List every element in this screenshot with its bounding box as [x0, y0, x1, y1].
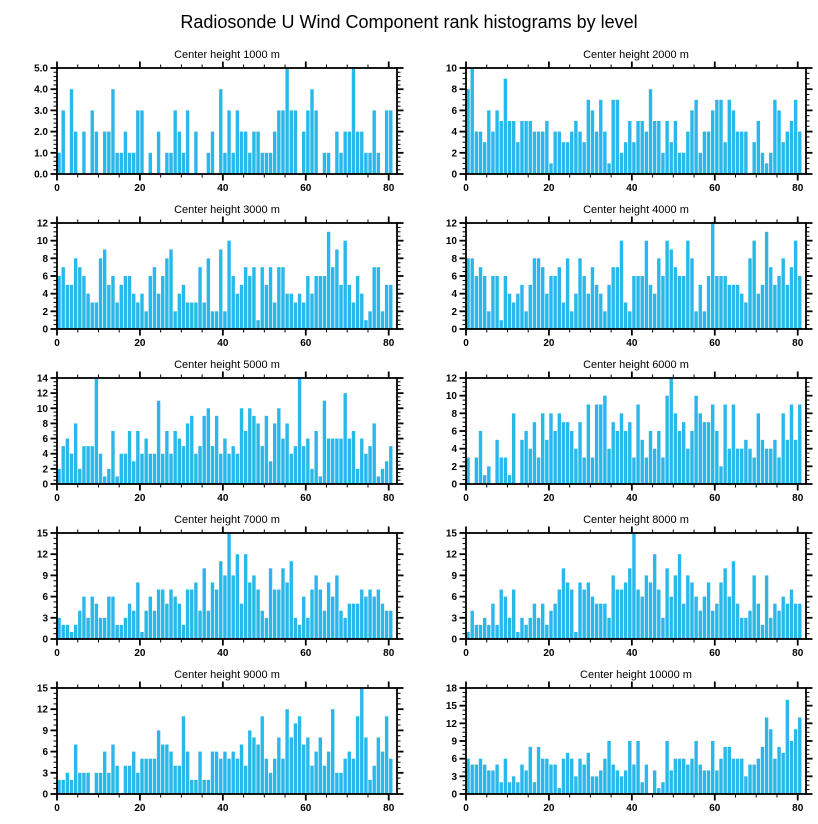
y-tick-label: 6 — [42, 747, 48, 759]
x-tick-label: 80 — [792, 183, 804, 194]
bars — [466, 700, 801, 794]
y-tick-label: 4 — [42, 449, 48, 461]
chart-svg-center-height-2000-m — [409, 44, 818, 199]
x-tick-label: 20 — [543, 183, 555, 194]
y-tick-label: 3 — [451, 613, 457, 625]
subplot-center-height-1000-m — [0, 44, 409, 199]
x-tick-label: 80 — [792, 803, 804, 814]
x-tick-label: 40 — [217, 183, 229, 194]
y-tick-label: 12 — [445, 718, 457, 730]
subplot-title: Center height 10000 m — [580, 669, 692, 681]
y-tick-label: 0 — [451, 479, 457, 491]
x-tick-label: 20 — [543, 803, 555, 814]
y-tick-label: 15 — [36, 528, 48, 540]
y-tick-label: 1.0 — [34, 148, 48, 160]
x-tick-label: 20 — [543, 338, 555, 349]
bars — [57, 232, 392, 329]
y-tick-label: 12 — [445, 549, 457, 561]
y-tick-label: 18 — [445, 683, 457, 695]
y-tick-label: 8 — [451, 84, 457, 96]
chart-svg-center-height-1000-m — [0, 44, 409, 199]
x-tick-label: 0 — [54, 803, 60, 814]
bars — [466, 533, 801, 639]
y-tick-label: 0 — [42, 789, 48, 801]
bars — [466, 68, 801, 174]
subplot-center-height-5000-m — [0, 354, 409, 509]
y-tick-label: 3.0 — [34, 105, 48, 117]
x-tick-label: 0 — [463, 338, 469, 349]
y-tick-label: 8 — [451, 408, 457, 420]
chart-svg-center-height-3000-m — [0, 199, 409, 354]
x-tick-label: 80 — [383, 648, 395, 659]
figure-header — [0, 0, 818, 44]
subplot-center-height-2000-m — [409, 44, 818, 199]
y-tick-label: 8 — [42, 418, 48, 430]
y-tick-label: 12 — [36, 218, 48, 230]
y-tick-label: 12 — [445, 218, 457, 230]
bars — [57, 378, 392, 484]
y-tick-label: 12 — [36, 549, 48, 561]
x-tick-label: 20 — [134, 648, 146, 659]
y-tick-label: 10 — [36, 236, 48, 248]
x-tick-label: 80 — [792, 493, 804, 504]
y-tick-label: 0 — [451, 634, 457, 646]
x-tick-label: 0 — [463, 493, 469, 504]
x-tick-label: 60 — [300, 183, 312, 194]
y-tick-label: 6 — [451, 592, 457, 604]
y-tick-label: 15 — [445, 701, 457, 713]
x-tick-label: 0 — [463, 648, 469, 659]
y-tick-label: 3 — [451, 771, 457, 783]
bars — [466, 378, 801, 484]
y-tick-label: 4 — [42, 289, 48, 301]
y-tick-label: 0 — [451, 169, 457, 181]
y-tick-label: 0 — [451, 324, 457, 336]
x-tick-label: 20 — [134, 338, 146, 349]
y-tick-label: 10 — [445, 391, 457, 403]
subplot-title: Center height 8000 m — [583, 514, 689, 526]
x-tick-label: 0 — [54, 648, 60, 659]
y-tick-label: 0 — [42, 479, 48, 491]
subplot-center-height-10000-m — [409, 664, 818, 819]
subplot-center-height-6000-m — [409, 354, 818, 509]
y-tick-label: 10 — [445, 63, 457, 75]
x-tick-label: 20 — [134, 493, 146, 504]
y-tick-label: 10 — [445, 236, 457, 248]
x-tick-label: 0 — [54, 183, 60, 194]
y-tick-label: 2 — [451, 306, 457, 318]
y-tick-label: 2 — [451, 461, 457, 473]
x-tick-label: 40 — [626, 803, 638, 814]
y-tick-label: 10 — [36, 403, 48, 415]
x-tick-label: 60 — [709, 648, 721, 659]
x-tick-label: 40 — [217, 648, 229, 659]
figure-title: Radiosonde U Wind Component rank histograms by level — [180, 11, 638, 32]
subplot-title: Center height 3000 m — [174, 204, 280, 216]
y-tick-label: 4 — [451, 444, 457, 456]
y-tick-label: 4 — [451, 289, 457, 301]
y-tick-label: 6 — [451, 271, 457, 283]
y-tick-label: 0.0 — [34, 169, 48, 181]
y-tick-label: 12 — [445, 373, 457, 385]
x-tick-label: 60 — [709, 803, 721, 814]
y-tick-label: 9 — [451, 570, 457, 582]
x-tick-label: 40 — [217, 493, 229, 504]
subplot-title: Center height 4000 m — [583, 204, 689, 216]
bars — [466, 223, 801, 329]
x-tick-label: 0 — [54, 338, 60, 349]
subplot-title: Center height 5000 m — [174, 359, 280, 371]
y-tick-label: 6 — [451, 426, 457, 438]
y-tick-label: 2 — [42, 306, 48, 318]
y-tick-label: 9 — [451, 736, 457, 748]
y-tick-label: 12 — [36, 388, 48, 400]
x-tick-label: 80 — [383, 803, 395, 814]
x-tick-label: 40 — [626, 493, 638, 504]
bars — [57, 68, 392, 174]
x-tick-label: 80 — [792, 338, 804, 349]
subplot-title: Center height 6000 m — [583, 359, 689, 371]
y-tick-label: 8 — [42, 253, 48, 265]
y-tick-label: 3 — [42, 613, 48, 625]
bars — [57, 533, 392, 639]
x-tick-label: 40 — [217, 338, 229, 349]
x-tick-label: 60 — [300, 648, 312, 659]
y-tick-label: 12 — [36, 704, 48, 716]
bars — [57, 688, 392, 794]
y-tick-label: 14 — [36, 373, 48, 385]
chart-svg-center-height-8000-m — [409, 509, 818, 664]
y-tick-label: 6 — [42, 271, 48, 283]
subplot-title: Center height 1000 m — [174, 49, 280, 61]
x-tick-label: 40 — [626, 183, 638, 194]
x-tick-label: 80 — [792, 648, 804, 659]
y-tick-label: 0 — [42, 634, 48, 646]
y-tick-label: 4 — [451, 127, 457, 139]
x-tick-label: 80 — [383, 338, 395, 349]
subplot-title: Center height 9000 m — [174, 669, 280, 681]
y-tick-label: 9 — [42, 570, 48, 582]
x-tick-label: 80 — [383, 183, 395, 194]
x-tick-label: 60 — [709, 183, 721, 194]
y-tick-label: 15 — [445, 528, 457, 540]
x-tick-label: 60 — [709, 338, 721, 349]
chart-svg-center-height-5000-m — [0, 354, 409, 509]
x-tick-label: 0 — [54, 493, 60, 504]
chart-svg-center-height-7000-m — [0, 509, 409, 664]
subplot-title: Center height 7000 m — [174, 514, 280, 526]
y-tick-label: 15 — [36, 683, 48, 695]
x-tick-label: 20 — [543, 493, 555, 504]
y-tick-label: 6 — [451, 105, 457, 117]
x-tick-label: 0 — [463, 183, 469, 194]
x-tick-label: 0 — [463, 803, 469, 814]
y-tick-label: 3 — [42, 768, 48, 780]
y-tick-label: 0 — [451, 789, 457, 801]
chart-svg-center-height-6000-m — [409, 354, 818, 509]
x-tick-label: 60 — [300, 338, 312, 349]
x-tick-label: 60 — [300, 493, 312, 504]
y-tick-label: 6 — [42, 592, 48, 604]
subplot-center-height-9000-m — [0, 664, 409, 819]
chart-svg-center-height-4000-m — [409, 199, 818, 354]
subplot-center-height-7000-m — [0, 509, 409, 664]
x-tick-label: 60 — [709, 493, 721, 504]
x-tick-label: 80 — [383, 493, 395, 504]
subplot-center-height-8000-m — [409, 509, 818, 664]
y-tick-label: 4.0 — [34, 84, 48, 96]
x-tick-label: 60 — [300, 803, 312, 814]
subplot-center-height-4000-m — [409, 199, 818, 354]
x-tick-label: 20 — [543, 648, 555, 659]
subplot-center-height-3000-m — [0, 199, 409, 354]
chart-svg-center-height-9000-m — [0, 664, 409, 819]
y-tick-label: 6 — [451, 754, 457, 766]
x-tick-label: 40 — [626, 648, 638, 659]
y-tick-label: 2.0 — [34, 127, 48, 139]
x-tick-label: 40 — [217, 803, 229, 814]
charts-grid — [0, 44, 818, 819]
y-tick-label: 5.0 — [34, 63, 48, 75]
x-tick-label: 40 — [626, 338, 638, 349]
chart-svg-center-height-10000-m — [409, 664, 818, 819]
y-tick-label: 9 — [42, 725, 48, 737]
y-tick-label: 8 — [451, 253, 457, 265]
x-tick-label: 20 — [134, 803, 146, 814]
y-tick-label: 6 — [42, 434, 48, 446]
y-tick-label: 2 — [451, 148, 457, 160]
subplot-title: Center height 2000 m — [583, 49, 689, 61]
y-tick-label: 2 — [42, 464, 48, 476]
x-tick-label: 20 — [134, 183, 146, 194]
y-tick-label: 0 — [42, 324, 48, 336]
